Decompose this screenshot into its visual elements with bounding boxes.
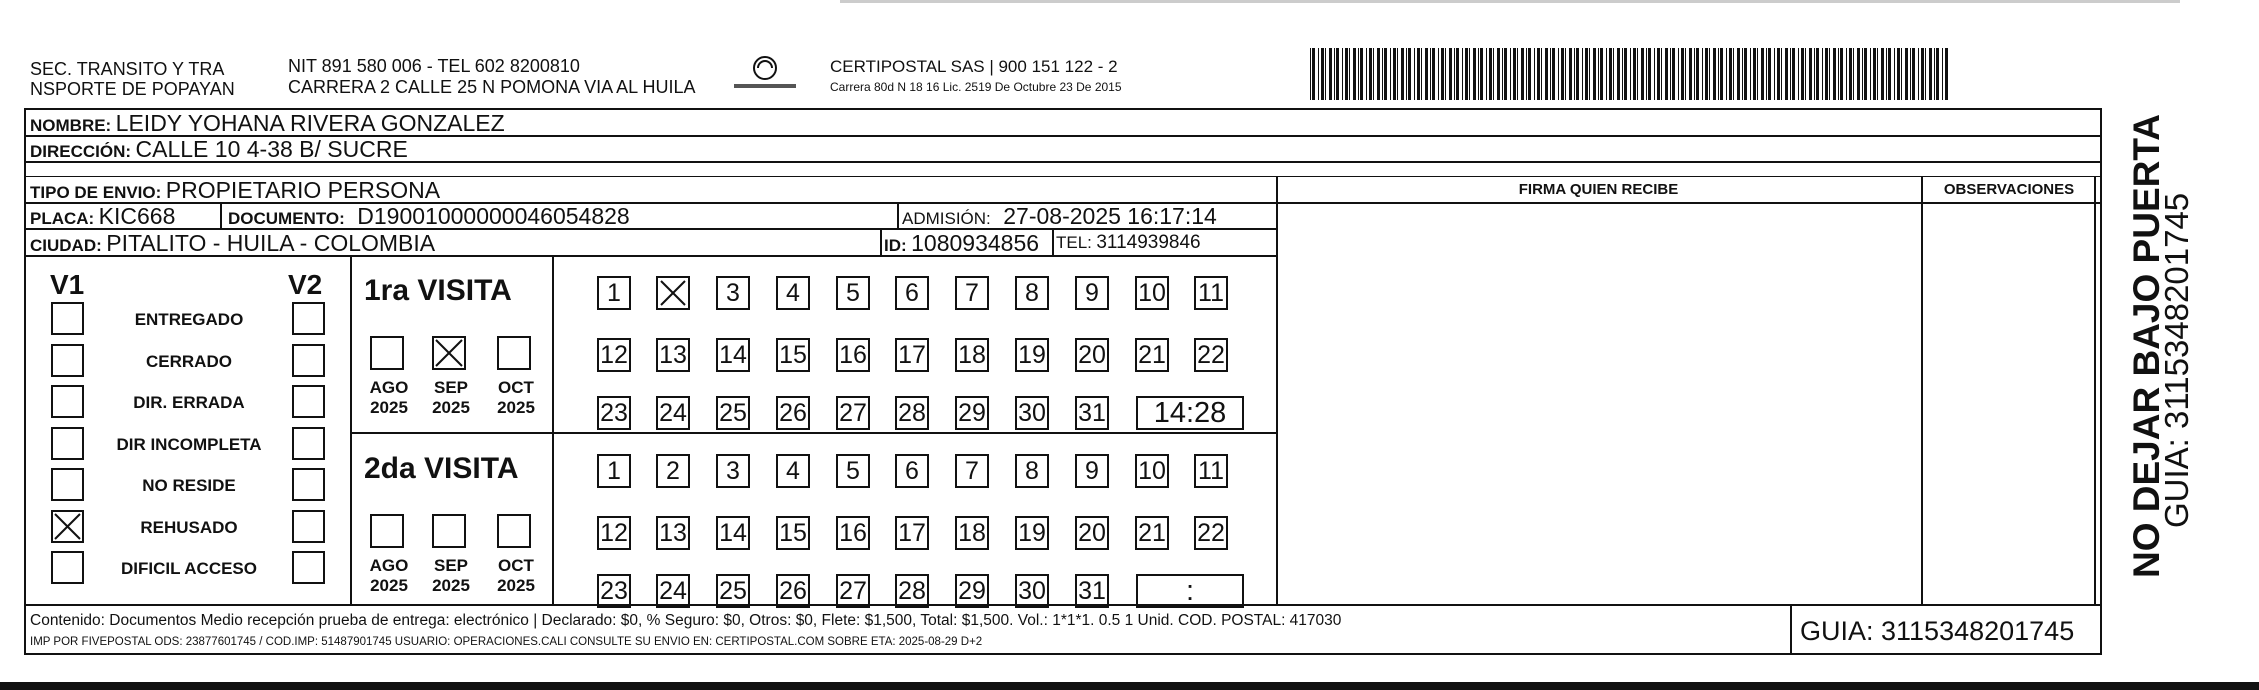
placa-label: PLACA: xyxy=(30,209,95,228)
status-label: DIR INCOMPLETA xyxy=(116,434,262,454)
tipo-label: TIPO DE ENVIO: xyxy=(30,183,162,202)
v2-checkbox[interactable] xyxy=(292,510,325,543)
visit-title: 2da VISITA xyxy=(364,452,519,485)
month-checkbox[interactable] xyxy=(432,336,466,370)
nit-line: NIT 891 580 006 - TEL 602 8200810 xyxy=(288,56,580,76)
day-box[interactable]: 19 xyxy=(1015,516,1049,550)
visit-title: 1ra VISITA xyxy=(364,274,512,307)
day-box[interactable]: 28 xyxy=(895,396,929,430)
v1-checkbox[interactable] xyxy=(51,427,84,460)
day-box[interactable]: 3 xyxy=(716,454,750,488)
side-guia: GUIA: 3115348201745 xyxy=(2158,192,2195,528)
status-label: CERRADO xyxy=(146,351,232,371)
company-line: CERTIPOSTAL SAS | 900 151 122 - 2 xyxy=(830,57,1118,76)
admision-row xyxy=(902,205,1217,228)
direccion-value: CALLE 10 4-38 B/ SUCRE xyxy=(135,136,408,162)
day-box[interactable] xyxy=(656,276,690,310)
day-box[interactable]: 14 xyxy=(716,516,750,550)
day-box[interactable]: 18 xyxy=(955,338,989,372)
day-box[interactable]: 19 xyxy=(1015,338,1049,372)
status-label: DIFICIL ACCESO xyxy=(120,559,257,578)
day-box[interactable]: 13 xyxy=(656,338,690,372)
day-box[interactable]: 1 xyxy=(597,454,631,488)
month-year: 2025 xyxy=(432,575,470,595)
ciudad-row xyxy=(30,232,435,255)
day-box[interactable]: 11 xyxy=(1194,454,1228,488)
month-label xyxy=(365,556,413,595)
day-box[interactable]: 15 xyxy=(776,338,810,372)
top-edge-mark xyxy=(840,0,2180,3)
month-name: AGO xyxy=(369,378,409,397)
day-box[interactable]: 7 xyxy=(955,276,989,310)
ciudad-value: PITALITO - HUILA - COLOMBIA xyxy=(106,230,436,256)
day-box[interactable]: 5 xyxy=(836,454,870,488)
day-box[interactable]: 5 xyxy=(836,276,870,310)
day-box[interactable]: 9 xyxy=(1075,276,1109,310)
documento-value: D19001000000046054828 xyxy=(357,203,630,229)
month-checkbox[interactable] xyxy=(432,514,466,548)
nombre-label: NOMBRE: xyxy=(30,116,112,135)
month-year: 2025 xyxy=(432,397,470,417)
v2-checkbox[interactable] xyxy=(292,385,325,418)
month-label xyxy=(427,556,475,595)
col-line xyxy=(552,255,554,604)
day-box[interactable]: 7 xyxy=(955,454,989,488)
col-line xyxy=(1921,176,1923,604)
guia-box-line xyxy=(1790,604,1792,655)
v2-header: V2 xyxy=(288,269,323,300)
sender-name-line2: NSPORTE DE POPAYAN xyxy=(30,79,235,99)
address-line: CARRERA 2 CALLE 25 N POMONA VIA AL HUILA xyxy=(288,77,696,97)
day-box[interactable]: 20 xyxy=(1075,338,1109,372)
tel-value: 3114939846 xyxy=(1096,232,1201,253)
day-box[interactable]: 24 xyxy=(656,396,690,430)
col-line xyxy=(220,202,222,228)
placa-row xyxy=(30,205,175,228)
direccion-row xyxy=(30,138,408,161)
day-box[interactable]: 17 xyxy=(895,516,929,550)
month-checkbox[interactable] xyxy=(497,336,531,370)
status-label: REHUSADO xyxy=(140,517,238,537)
month-year: 2025 xyxy=(370,397,408,417)
status-label: DIR. ERRADA xyxy=(133,393,245,412)
day-box[interactable]: 22 xyxy=(1194,338,1228,372)
tel-label: TEL: xyxy=(1056,233,1092,252)
v1-checkbox[interactable] xyxy=(51,468,84,501)
day-box[interactable]: 12 xyxy=(597,516,631,550)
ciudad-label: CIUDAD: xyxy=(30,236,102,255)
col-line xyxy=(897,202,899,228)
v1-checkbox[interactable] xyxy=(51,551,84,584)
guia-footer: GUIA: 3115348201745 xyxy=(1800,616,2075,646)
col-line xyxy=(2094,176,2096,604)
col-line xyxy=(350,255,352,604)
day-box[interactable]: 30 xyxy=(1015,574,1049,608)
day-box[interactable]: 9 xyxy=(1075,454,1109,488)
month-name: OCT xyxy=(498,378,534,397)
day-box[interactable]: 8 xyxy=(1015,276,1049,310)
tipo-row xyxy=(30,179,440,202)
day-box[interactable]: 16 xyxy=(836,338,870,372)
day-box[interactable]: 22 xyxy=(1194,516,1228,550)
license-line: Carrera 80d N 18 16 Lic. 2519 De Octubre 23 De 2015 xyxy=(830,80,1122,94)
col-line xyxy=(1052,228,1054,255)
day-box[interactable]: 31 xyxy=(1075,574,1109,608)
day-box[interactable]: 26 xyxy=(776,574,810,608)
day-box[interactable]: 16 xyxy=(836,516,870,550)
month-year: 2025 xyxy=(497,397,535,417)
v1-checkbox[interactable] xyxy=(51,510,84,543)
day-box[interactable]: 23 xyxy=(597,574,631,608)
day-box[interactable]: 18 xyxy=(955,516,989,550)
day-box[interactable]: 21 xyxy=(1135,338,1169,372)
day-box[interactable]: 31 xyxy=(1075,396,1109,430)
barcode xyxy=(1310,48,1950,100)
day-box[interactable]: 3 xyxy=(716,276,750,310)
placa-value: KIC668 xyxy=(98,203,176,229)
day-box[interactable]: 10 xyxy=(1135,454,1169,488)
month-name: OCT xyxy=(498,556,534,575)
nombre-value: LEIDY YOHANA RIVERA GONZALEZ xyxy=(115,110,505,136)
sender-name-line1: SEC. TRANSITO Y TRA xyxy=(30,59,225,79)
day-box[interactable]: 6 xyxy=(895,276,929,310)
v2-checkbox[interactable] xyxy=(292,344,325,377)
contenido-line: Contenido: Documentos Medio recepción prueba de entrega: electrónico | Declarado: $0, % Seguro: $0, Otros: $0, Flete: $1,500, Total: $1,500. Vol.: 1*1*1. 0.5 1 Unid. COD. POSTAL: 417030 xyxy=(30,612,1342,629)
day-box[interactable]: 11 xyxy=(1194,276,1228,310)
day-box[interactable]: 28 xyxy=(895,574,929,608)
direccion-label: DIRECCIÓN: xyxy=(30,142,132,161)
day-box[interactable]: 1 xyxy=(597,276,631,310)
month-label xyxy=(365,378,413,417)
day-box[interactable]: 27 xyxy=(836,574,870,608)
col-line xyxy=(880,228,882,255)
day-box[interactable]: 2 xyxy=(656,454,690,488)
month-label xyxy=(492,378,540,417)
certipostal-logo xyxy=(730,55,800,95)
month-label xyxy=(492,556,540,595)
visit-divider xyxy=(350,432,1276,434)
day-box[interactable]: 20 xyxy=(1075,516,1109,550)
bottom-edge-band xyxy=(0,682,2259,690)
day-box[interactable]: 4 xyxy=(776,276,810,310)
admision-label: ADMISIÓN: xyxy=(902,209,991,228)
v1-checkbox[interactable] xyxy=(51,344,84,377)
time-box[interactable]: 14:28 xyxy=(1136,396,1244,430)
day-box[interactable]: 29 xyxy=(955,574,989,608)
day-box[interactable]: 30 xyxy=(1015,396,1049,430)
day-box[interactable]: 25 xyxy=(716,574,750,608)
firma-header: FIRMA QUIEN RECIBE xyxy=(1518,181,1679,198)
id-label: ID: xyxy=(884,236,907,255)
day-box[interactable]: 23 xyxy=(597,396,631,430)
admision-value: 27-08-2025 16:17:14 xyxy=(1003,203,1217,229)
documento-row xyxy=(228,205,630,228)
month-name: SEP xyxy=(433,556,469,575)
month-name: SEP xyxy=(433,378,469,397)
v1-checkbox[interactable] xyxy=(51,385,84,418)
day-box[interactable]: 17 xyxy=(895,338,929,372)
month-checkbox[interactable] xyxy=(497,514,531,548)
tipo-value: PROPIETARIO PERSONA xyxy=(165,177,441,203)
v1-checkbox[interactable] xyxy=(51,302,84,335)
observaciones-header: OBSERVACIONES xyxy=(1943,181,2075,198)
month-checkbox[interactable] xyxy=(370,336,404,370)
month-year: 2025 xyxy=(497,575,535,595)
imp-line: IMP POR FIVEPOSTAL ODS: 23877601745 / COD.IMP: 51487901745 USUARIO: OPERACIONES.CALI CONSULTE SU ENVIO EN: CERTIPOSTAL.COM SOBRE ETA: 2025-08-29 D+2 xyxy=(30,636,983,648)
v2-checkbox[interactable] xyxy=(292,551,325,584)
day-box[interactable]: 6 xyxy=(895,454,929,488)
no-dejar-bajo-puerta: NO DEJAR BAJO PUERTA xyxy=(2126,114,2167,578)
id-row xyxy=(884,232,1039,255)
day-box[interactable]: 15 xyxy=(776,516,810,550)
day-box[interactable]: 14 xyxy=(716,338,750,372)
month-checkbox[interactable] xyxy=(370,514,404,548)
day-box[interactable]: 24 xyxy=(656,574,690,608)
v2-checkbox[interactable] xyxy=(292,468,325,501)
day-box[interactable]: 25 xyxy=(716,396,750,430)
day-box[interactable]: 13 xyxy=(656,516,690,550)
day-box[interactable]: 12 xyxy=(597,338,631,372)
id-value: 1080934856 xyxy=(911,230,1040,256)
month-name: AGO xyxy=(369,556,409,575)
documento-label: DOCUMENTO: xyxy=(228,209,345,228)
month-year: 2025 xyxy=(370,575,408,595)
day-box[interactable]: 21 xyxy=(1135,516,1169,550)
day-box[interactable]: 8 xyxy=(1015,454,1049,488)
status-label: NO RESIDE xyxy=(142,476,236,495)
v2-checkbox[interactable] xyxy=(292,302,325,335)
day-box[interactable]: 26 xyxy=(776,396,810,430)
day-box[interactable]: 27 xyxy=(836,396,870,430)
time-box[interactable]: : xyxy=(1136,574,1244,608)
month-label xyxy=(427,378,475,417)
nombre-row xyxy=(30,112,505,135)
day-box[interactable]: 29 xyxy=(955,396,989,430)
tel-row xyxy=(1056,233,1201,252)
day-box[interactable]: 4 xyxy=(776,454,810,488)
v2-checkbox[interactable] xyxy=(292,427,325,460)
day-box[interactable]: 10 xyxy=(1135,276,1169,310)
col-line xyxy=(1276,176,1278,604)
v1-header: V1 xyxy=(50,269,85,300)
status-label: ENTREGADO xyxy=(134,310,244,329)
